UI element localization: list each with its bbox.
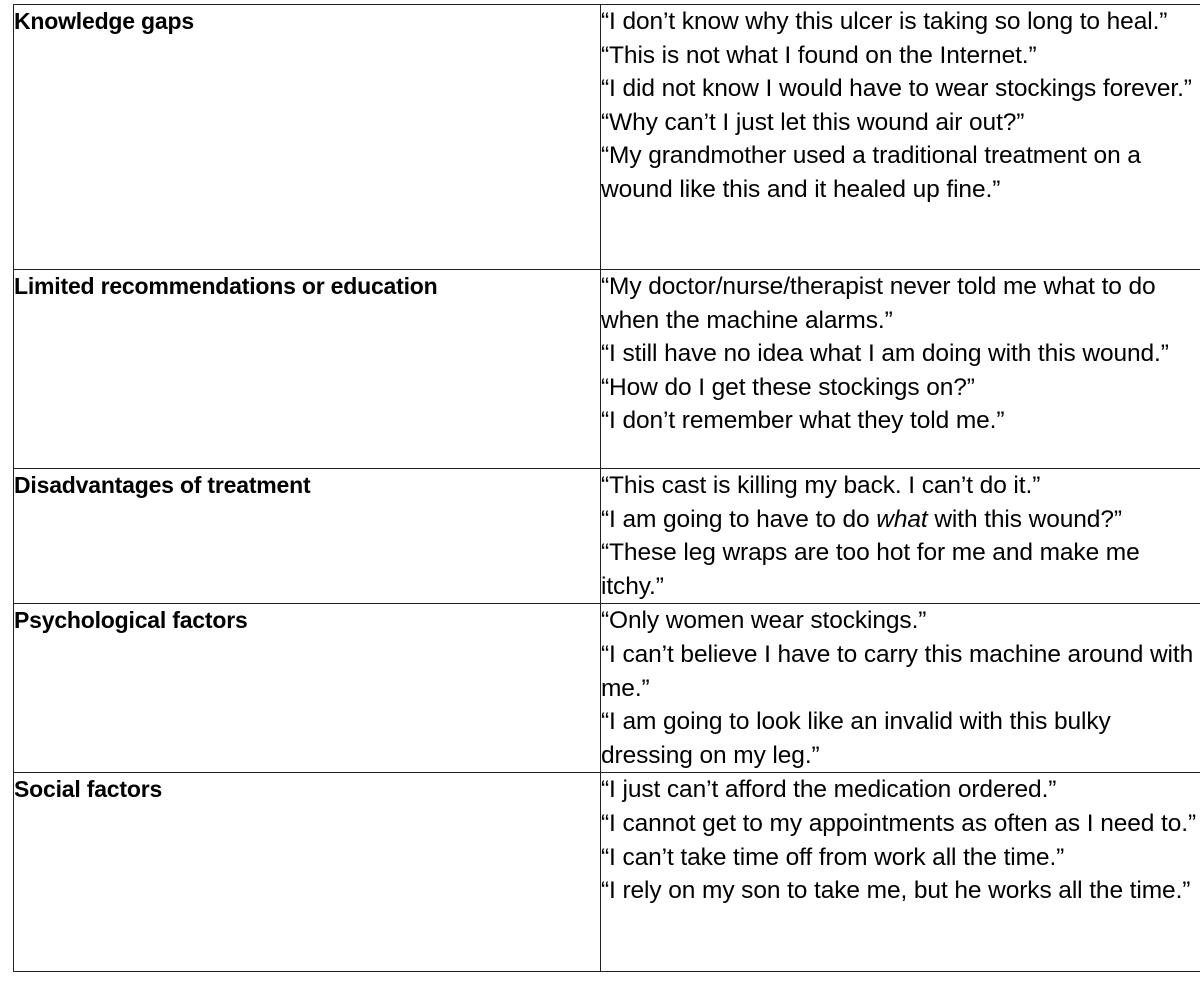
quote xyxy=(601,503,1200,537)
quotes-cell xyxy=(601,5,1200,270)
category-cell: Disadvantages of treatment xyxy=(14,469,601,604)
quote: “I am going to look like an invalid with this bulky dressing on my leg.” xyxy=(601,708,1111,769)
quotes-cell xyxy=(601,469,1200,604)
table-row xyxy=(14,773,1200,972)
category-cell: Social factors xyxy=(14,773,601,972)
quote: “I still have no idea what I am doing with this wound.” xyxy=(601,340,1169,368)
table-row xyxy=(14,5,1200,270)
barriers-table xyxy=(13,4,1200,972)
quote: “This is not what I found on the Internet.” xyxy=(601,41,1037,69)
quote-after: with this wound?” xyxy=(927,505,1122,533)
quotes-cell xyxy=(601,773,1200,972)
quote-emphasis: what xyxy=(876,505,928,533)
quote: “I don’t remember what they told me.” xyxy=(601,407,1005,435)
quote: “My doctor/nurse/therapist never told me what to do when the machine alarms.” xyxy=(601,273,1156,334)
quote: “I can’t believe I have to carry this machine around with me.” xyxy=(601,640,1194,702)
table-row xyxy=(14,604,1200,773)
quote: “This cast is killing my back. I can’t do it.” xyxy=(601,472,1041,499)
table-row xyxy=(14,469,1200,604)
table-row xyxy=(14,270,1200,469)
quote-before: “I am going to have to do xyxy=(601,505,877,533)
quotes-cell xyxy=(601,270,1200,469)
quote: “Why can’t I just let this wound air out?” xyxy=(601,108,1025,136)
quote: “How do I get these stockings on?” xyxy=(601,373,975,401)
quote: “My grandmother used a traditional treatment on a wound like this and it healed up fine.” xyxy=(601,142,1141,203)
category-cell: Psychological factors xyxy=(14,604,601,773)
quote: “I cannot get to my appointments as often as I need to.” xyxy=(601,809,1196,837)
category-cell: Knowledge gaps xyxy=(14,5,601,270)
quote: “I just can’t afford the medication ordered.” xyxy=(601,776,1057,804)
quote: “These leg wraps are too hot for me and make me itchy.” xyxy=(601,539,1140,600)
quote: “Only women wear stockings.” xyxy=(601,607,927,635)
quote: “I rely on my son to take me, but he works all the time.” xyxy=(601,877,1191,905)
quote: “I don’t know why this ulcer is taking so long to heal.” xyxy=(601,8,1168,35)
category-cell: Limited recommendations or education xyxy=(14,270,601,469)
quotes-cell xyxy=(601,604,1200,773)
quote: “I did not know I would have to wear stockings forever.” xyxy=(601,75,1192,103)
quote: “I can’t take time off from work all the time.” xyxy=(601,843,1065,871)
